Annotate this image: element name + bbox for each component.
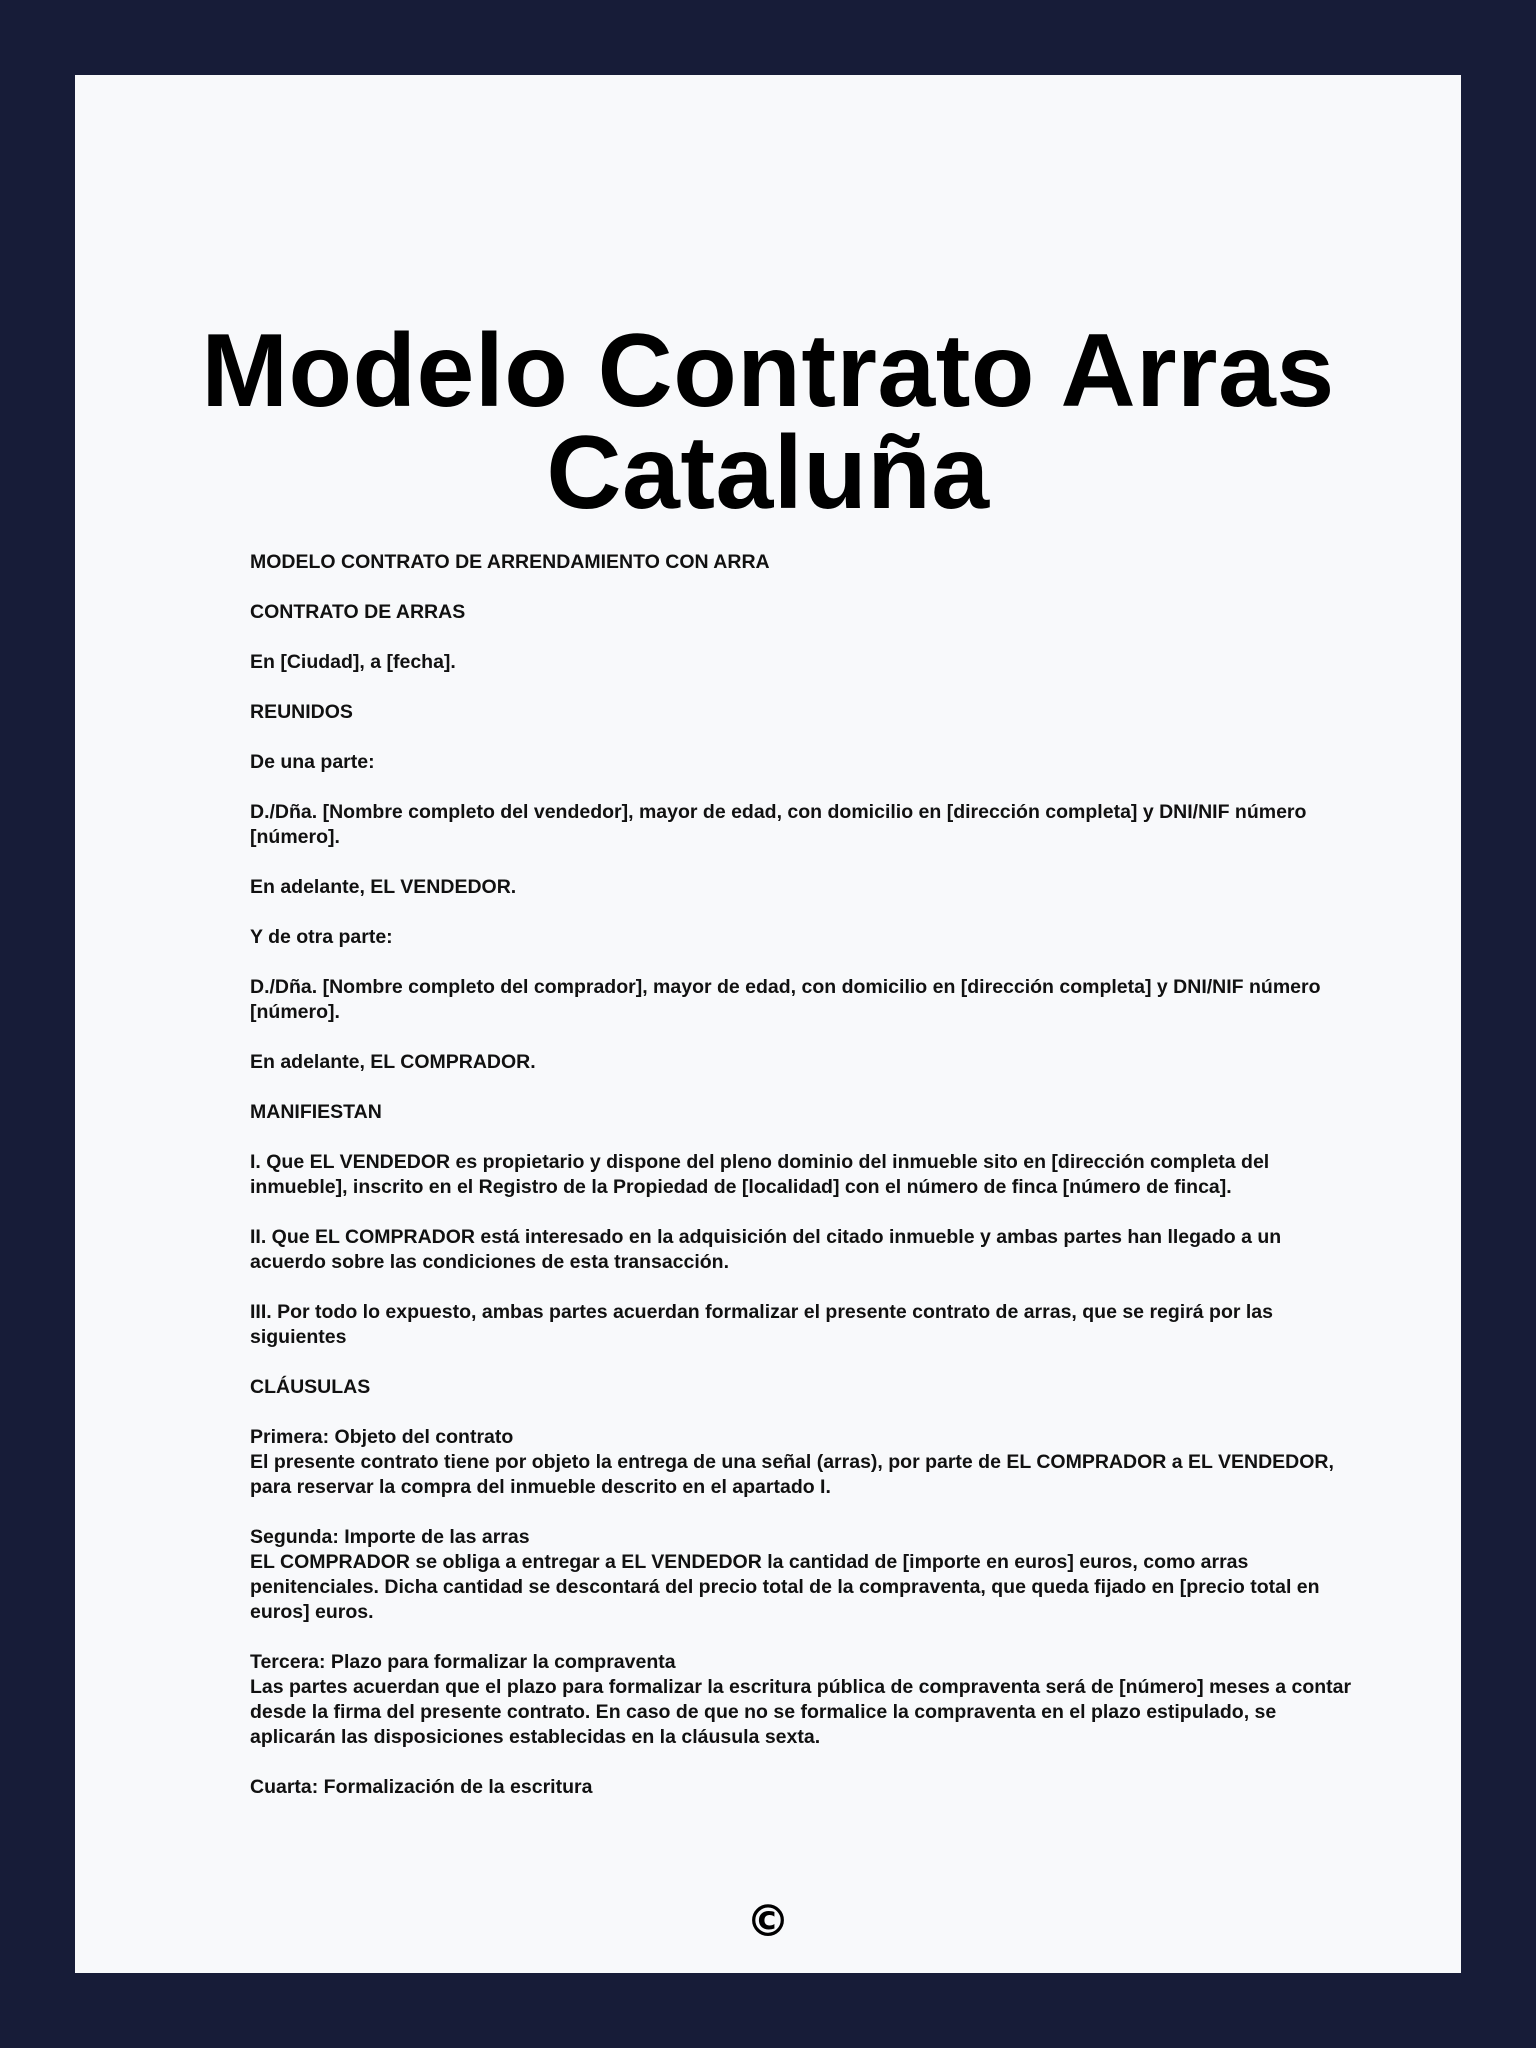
clause-1 bbox=[250, 1425, 1360, 1500]
clause-2-title: Segunda: Importe de las arras bbox=[250, 1526, 530, 1548]
party2-alias: En adelante, EL COMPRADOR. bbox=[250, 1051, 536, 1073]
clause-2 bbox=[250, 1525, 1360, 1625]
manifest-item-1: I. Que EL VENDEDOR es propietario y dispone del pleno dominio del inmueble sito en [dirección completa del inmueble], inscrito en el Registro de la Propiedad de [localidad] con el número de finca [número de finca]. bbox=[250, 1151, 1270, 1198]
contract-subheading: CONTRATO DE ARRAS bbox=[250, 601, 466, 623]
section-clausulas: CLÁUSULAS bbox=[250, 1376, 371, 1398]
party1-intro: De una parte: bbox=[250, 751, 375, 773]
party2-details: D./Dña. [Nombre completo del comprador], mayor de edad, con domicilio en [dirección completa] y DNI/NIF número [número]. bbox=[250, 976, 1321, 1023]
section-reunidos: REUNIDOS bbox=[250, 701, 353, 723]
clause-4 bbox=[250, 1775, 1360, 1800]
manifest-item-3: III. Por todo lo expuesto, ambas partes acuerdan formalizar el presente contrato de arras, que se regirá por las siguientes bbox=[250, 1301, 1273, 1348]
place-date: En [Ciudad], a [fecha]. bbox=[250, 651, 456, 673]
clause-3 bbox=[250, 1650, 1360, 1750]
title-line-1: Modelo Contrato Arras bbox=[201, 313, 1335, 429]
clause-4-title: Cuarta: Formalización de la escritura bbox=[250, 1776, 593, 1798]
party1-alias: En adelante, EL VENDEDOR. bbox=[250, 876, 517, 898]
document-page bbox=[75, 75, 1461, 1973]
manifest-item-2: II. Que EL COMPRADOR está interesado en la adquisición del citado inmueble y ambas partes han llegado a un acuerdo sobre las condiciones de esta transacción. bbox=[250, 1226, 1282, 1273]
document-heading: MODELO CONTRATO DE ARRENDAMIENTO CON ARRA bbox=[250, 551, 770, 573]
clause-1-text: El presente contrato tiene por objeto la entrega de una señal (arras), por parte de EL COMPRADOR a EL VENDEDOR, para reservar la compra del inmueble descrito en el apartado I. bbox=[250, 1451, 1334, 1498]
party1-details: D./Dña. [Nombre completo del vendedor], mayor de edad, con domicilio en [dirección completa] y DNI/NIF número [número]. bbox=[250, 801, 1307, 848]
clause-2-text: EL COMPRADOR se obliga a entregar a EL VENDEDOR la cantidad de [importe en euros] euros, como arras penitenciales. Dicha cantidad se descontará del precio total de la compraventa, que queda fijado en [precio total en euros] euros. bbox=[250, 1551, 1320, 1623]
clause-3-text: Las partes acuerdan que el plazo para formalizar la escritura pública de compraventa será de [número] meses a contar desde la firma del presente contrato. En caso de que no se formalice la compraventa en el plazo estipulado, se aplicarán las disposiciones establecidas en la cláusula sexta. bbox=[250, 1676, 1352, 1748]
party2-intro: Y de otra parte: bbox=[250, 926, 393, 948]
section-manifiestan: MANIFIESTAN bbox=[250, 1101, 382, 1123]
document-body bbox=[250, 550, 1360, 1825]
title-line-2: Cataluña bbox=[546, 415, 990, 531]
page-title bbox=[75, 313, 1461, 531]
clause-3-title: Tercera: Plazo para formalizar la compraventa bbox=[250, 1651, 676, 1673]
copyright-icon: © bbox=[746, 1896, 790, 1947]
clause-1-title: Primera: Objeto del contrato bbox=[250, 1426, 514, 1448]
